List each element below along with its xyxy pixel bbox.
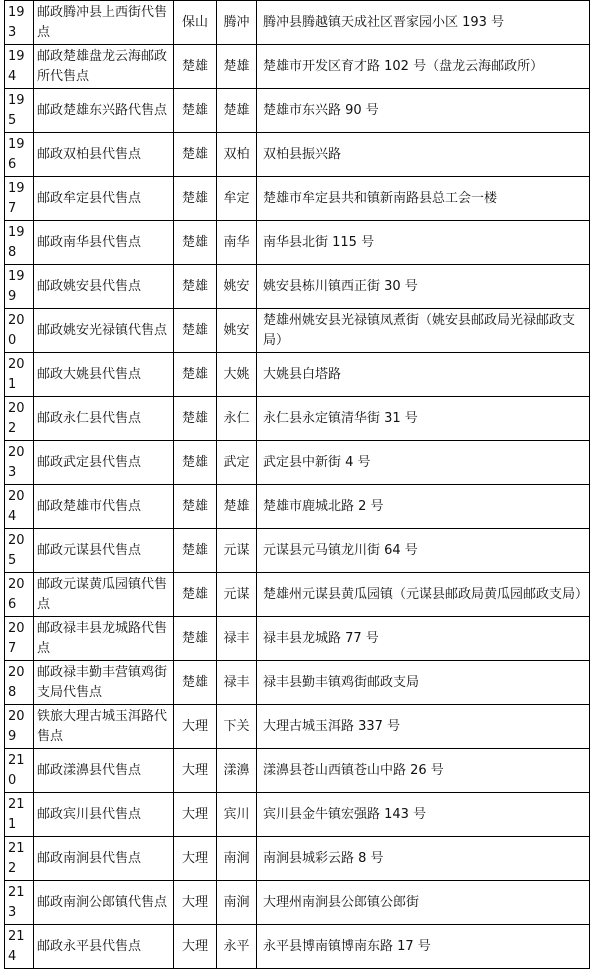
table-row	[5, 177, 590, 221]
city-name: 大理	[174, 793, 217, 837]
outlet-name: 邮政楚雄东兴路代售点	[34, 89, 174, 133]
city-name: 楚雄	[174, 529, 217, 573]
outlet-address: 姚安县栋川镇西正街 30 号	[257, 265, 590, 309]
table-row	[5, 133, 590, 177]
city-name: 楚雄	[174, 617, 217, 661]
city-name: 大理	[174, 925, 217, 969]
row-number: 206	[5, 573, 34, 617]
ticket-outlet-table	[4, 0, 590, 969]
outlet-address: 楚雄市开发区育才路 102 号（盘龙云海邮政所）	[257, 45, 590, 89]
outlet-name: 邮政牟定县代售点	[34, 177, 174, 221]
county-name: 楚雄	[217, 89, 257, 133]
table-row	[5, 749, 590, 793]
row-number: 197	[5, 177, 34, 221]
table-row	[5, 353, 590, 397]
outlet-address: 楚雄市牟定县共和镇新南路县总工会一楼	[257, 177, 590, 221]
city-name: 楚雄	[174, 441, 217, 485]
outlet-address: 大理古城玉洱路 337 号	[257, 705, 590, 749]
row-number: 199	[5, 265, 34, 309]
row-number: 196	[5, 133, 34, 177]
city-name: 大理	[174, 749, 217, 793]
row-number: 207	[5, 617, 34, 661]
table-row	[5, 793, 590, 837]
city-name: 楚雄	[174, 221, 217, 265]
city-name: 楚雄	[174, 485, 217, 529]
county-name: 楚雄	[217, 485, 257, 529]
outlet-address: 禄丰县勤丰镇鸡街邮政支局	[257, 661, 590, 705]
row-number: 214	[5, 925, 34, 969]
outlet-address: 大理州南涧县公郎镇公郎街	[257, 881, 590, 925]
outlet-name: 邮政姚安光禄镇代售点	[34, 309, 174, 353]
table-row	[5, 89, 590, 133]
outlet-address: 南涧县城彩云路 8 号	[257, 837, 590, 881]
table-row	[5, 397, 590, 441]
city-name: 楚雄	[174, 661, 217, 705]
table-row	[5, 705, 590, 749]
county-name: 大姚	[217, 353, 257, 397]
table-row	[5, 265, 590, 309]
row-number: 204	[5, 485, 34, 529]
outlet-name: 铁旅大理古城玉洱路代售点	[34, 705, 174, 749]
outlet-name: 邮政禄丰勤丰营镇鸡街支局代售点	[34, 661, 174, 705]
row-number: 193	[5, 1, 34, 45]
row-number: 212	[5, 837, 34, 881]
county-name: 南华	[217, 221, 257, 265]
outlet-name: 邮政姚安县代售点	[34, 265, 174, 309]
county-name: 永仁	[217, 397, 257, 441]
outlet-address: 永仁县永定镇清华街 31 号	[257, 397, 590, 441]
city-name: 楚雄	[174, 265, 217, 309]
row-number: 195	[5, 89, 34, 133]
county-name: 武定	[217, 441, 257, 485]
county-name: 南涧	[217, 837, 257, 881]
county-name: 永平	[217, 925, 257, 969]
outlet-name: 邮政永仁县代售点	[34, 397, 174, 441]
city-name: 楚雄	[174, 397, 217, 441]
table-row	[5, 925, 590, 969]
county-name: 姚安	[217, 309, 257, 353]
row-number: 194	[5, 45, 34, 89]
row-number: 211	[5, 793, 34, 837]
city-name: 大理	[174, 881, 217, 925]
row-number: 200	[5, 309, 34, 353]
table-row	[5, 441, 590, 485]
city-name: 大理	[174, 705, 217, 749]
outlet-address: 永平县博南镇博南东路 17 号	[257, 925, 590, 969]
outlet-address: 楚雄州姚安县光禄镇凤煮街（姚安县邮政局光禄邮政支局）	[257, 309, 590, 353]
outlet-name: 邮政大姚县代售点	[34, 353, 174, 397]
outlet-name: 邮政楚雄盘龙云海邮政所代售点	[34, 45, 174, 89]
outlet-name: 邮政楚雄市代售点	[34, 485, 174, 529]
outlet-name: 邮政永平县代售点	[34, 925, 174, 969]
row-number: 213	[5, 881, 34, 925]
county-name: 禄丰	[217, 661, 257, 705]
table-row	[5, 221, 590, 265]
row-number: 203	[5, 441, 34, 485]
county-name: 姚安	[217, 265, 257, 309]
outlet-address: 禄丰县龙城路 77 号	[257, 617, 590, 661]
outlet-address: 双柏县振兴路	[257, 133, 590, 177]
outlet-address: 楚雄市东兴路 90 号	[257, 89, 590, 133]
outlet-address: 楚雄州元谋县黄瓜园镇（元谋县邮政局黄瓜园邮政支局）	[257, 573, 590, 617]
outlet-name: 邮政武定县代售点	[34, 441, 174, 485]
outlet-address: 武定县中新街 4 号	[257, 441, 590, 485]
table-row	[5, 881, 590, 925]
city-name: 楚雄	[174, 89, 217, 133]
table-row	[5, 45, 590, 89]
table-row	[5, 837, 590, 881]
outlet-name: 邮政南涧县代售点	[34, 837, 174, 881]
county-name: 牟定	[217, 177, 257, 221]
county-name: 下关	[217, 705, 257, 749]
city-name: 大理	[174, 837, 217, 881]
row-number: 210	[5, 749, 34, 793]
table-row	[5, 485, 590, 529]
outlet-name: 邮政南涧公郎镇代售点	[34, 881, 174, 925]
city-name: 楚雄	[174, 309, 217, 353]
table-body	[5, 1, 590, 969]
outlet-name: 邮政腾冲县上西街代售点	[34, 1, 174, 45]
city-name: 楚雄	[174, 177, 217, 221]
county-name: 元谋	[217, 529, 257, 573]
city-name: 楚雄	[174, 133, 217, 177]
county-name: 漾濞	[217, 749, 257, 793]
city-name: 楚雄	[174, 353, 217, 397]
table-row	[5, 309, 590, 353]
row-number: 205	[5, 529, 34, 573]
outlet-name: 邮政宾川县代售点	[34, 793, 174, 837]
outlet-address: 南华县北街 115 号	[257, 221, 590, 265]
outlet-address: 漾濞县苍山西镇苍山中路 26 号	[257, 749, 590, 793]
outlet-name: 邮政元谋县代售点	[34, 529, 174, 573]
table-row	[5, 617, 590, 661]
row-number: 209	[5, 705, 34, 749]
outlet-name: 邮政禄丰县龙城路代售点	[34, 617, 174, 661]
city-name: 楚雄	[174, 573, 217, 617]
county-name: 双柏	[217, 133, 257, 177]
outlet-address: 腾冲县腾越镇天成社区晋家园小区 193 号	[257, 1, 590, 45]
outlet-name: 邮政双柏县代售点	[34, 133, 174, 177]
county-name: 楚雄	[217, 45, 257, 89]
outlet-address: 大姚县白塔路	[257, 353, 590, 397]
city-name: 保山	[174, 1, 217, 45]
county-name: 宾川	[217, 793, 257, 837]
county-name: 禄丰	[217, 617, 257, 661]
outlet-name: 邮政漾濞县代售点	[34, 749, 174, 793]
outlet-name: 邮政元谋黄瓜园镇代售点	[34, 573, 174, 617]
table-row	[5, 573, 590, 617]
row-number: 198	[5, 221, 34, 265]
table-row	[5, 661, 590, 705]
row-number: 202	[5, 397, 34, 441]
table-row	[5, 1, 590, 45]
table-row	[5, 529, 590, 573]
county-name: 腾冲	[217, 1, 257, 45]
county-name: 南涧	[217, 881, 257, 925]
row-number: 201	[5, 353, 34, 397]
outlet-address: 宾川县金牛镇宏强路 143 号	[257, 793, 590, 837]
county-name: 元谋	[217, 573, 257, 617]
outlet-address: 元谋县元马镇龙川街 64 号	[257, 529, 590, 573]
outlet-address: 楚雄市鹿城北路 2 号	[257, 485, 590, 529]
row-number: 208	[5, 661, 34, 705]
city-name: 楚雄	[174, 45, 217, 89]
outlet-name: 邮政南华县代售点	[34, 221, 174, 265]
